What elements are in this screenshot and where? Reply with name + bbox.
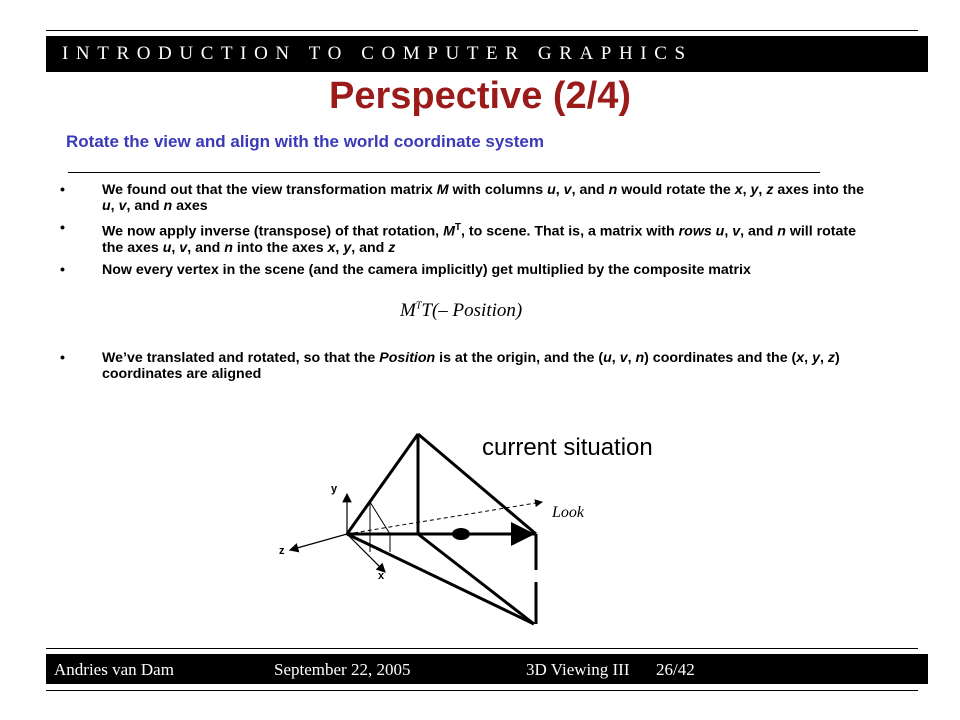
bullet-item bbox=[60, 262, 880, 278]
text-run: z bbox=[388, 239, 396, 256]
superscript: T bbox=[454, 222, 462, 233]
bullet-item bbox=[60, 220, 880, 256]
text-run: , bbox=[171, 239, 180, 256]
text-run: , bbox=[335, 239, 344, 256]
text-run: , and bbox=[187, 239, 225, 256]
text-run: rows u bbox=[678, 223, 725, 240]
text-run: ) coordinates and the ( bbox=[644, 350, 797, 366]
text-run: y bbox=[812, 350, 820, 366]
text-run: x bbox=[327, 239, 336, 256]
near-plane-edge bbox=[370, 502, 390, 534]
bullet-list-2 bbox=[60, 350, 880, 382]
text-run: , bbox=[724, 223, 733, 240]
bullet-symbol: • bbox=[60, 220, 65, 236]
text-run: with columns bbox=[448, 182, 548, 198]
banner-text: INTRODUCTION TO COMPUTER GRAPHICS bbox=[62, 43, 693, 64]
text-run: n bbox=[163, 198, 173, 214]
bullet-symbol: • bbox=[60, 261, 65, 278]
formula-base: M bbox=[400, 300, 416, 321]
bullet-symbol: • bbox=[60, 182, 65, 198]
text-run: n bbox=[635, 350, 645, 366]
text-run: Now every vertex in the scene (and the camera implicitly) get multiplied by the composite matrix bbox=[102, 261, 751, 278]
header-banner bbox=[46, 36, 928, 72]
frustum-edge bbox=[418, 534, 534, 624]
text-run: , and bbox=[740, 223, 778, 240]
text-run: We found out that the view transformation matrix bbox=[102, 182, 437, 198]
slide-subtitle: Rotate the view and align with the world coordinate system bbox=[66, 132, 544, 151]
text-run: is at the origin, and the ( bbox=[435, 350, 604, 366]
text-run: u bbox=[162, 239, 172, 256]
text-run: axes into the bbox=[773, 182, 865, 198]
text-run: u bbox=[603, 350, 612, 366]
text-run: v bbox=[179, 239, 188, 256]
text-run: will rotate the axes bbox=[102, 223, 857, 256]
subtitle-rule bbox=[68, 172, 820, 173]
text-run: , and bbox=[571, 182, 609, 198]
text-run: , bbox=[627, 350, 636, 366]
text-run: , bbox=[742, 182, 751, 198]
center-point bbox=[452, 528, 470, 540]
bullet-list bbox=[60, 182, 880, 278]
formula-rest: T(– Position) bbox=[421, 300, 523, 321]
text-run: n bbox=[608, 182, 618, 198]
diagram-caption: current situation bbox=[482, 434, 653, 461]
footer-bar bbox=[46, 654, 928, 684]
bullet-item bbox=[60, 182, 880, 214]
footer-page: 26/42 bbox=[656, 660, 695, 679]
formula-sup: T bbox=[415, 300, 422, 312]
frustum-edge bbox=[347, 534, 534, 624]
text-run: y bbox=[750, 182, 759, 198]
text-run: Position bbox=[379, 350, 436, 366]
text-run: axes bbox=[172, 198, 208, 214]
bottom-rule bbox=[46, 648, 918, 649]
text-run: , bbox=[758, 182, 767, 198]
x-axis-line bbox=[347, 534, 385, 572]
axis-label-z: z bbox=[279, 545, 285, 557]
text-run: , bbox=[611, 350, 620, 366]
axis-label-x: x bbox=[378, 570, 385, 582]
text-run: x bbox=[796, 350, 805, 366]
text-run: z bbox=[827, 350, 835, 366]
footer-author: Andries van Dam bbox=[54, 660, 174, 679]
axis-label-y: y bbox=[331, 483, 338, 495]
text-run: , bbox=[555, 182, 564, 198]
look-vector bbox=[347, 502, 542, 534]
text-run: v bbox=[619, 350, 628, 366]
text-run: , and bbox=[126, 198, 164, 214]
z-axis-line bbox=[290, 534, 347, 550]
text-run: M bbox=[436, 182, 449, 198]
footer-date: September 22, 2005 bbox=[274, 660, 411, 679]
composite-matrix-formula bbox=[400, 300, 522, 322]
text-run: , bbox=[804, 350, 813, 366]
text-run: u bbox=[547, 182, 556, 198]
text-run: ) coordinates are aligned bbox=[102, 350, 840, 382]
text-run: would rotate the bbox=[617, 182, 735, 198]
text-run: , and bbox=[351, 239, 389, 256]
text-run: z bbox=[766, 182, 774, 198]
text-run: into the axes bbox=[232, 239, 328, 256]
text-run: M bbox=[443, 223, 455, 240]
text-run: , bbox=[819, 350, 828, 366]
text-run: We now apply inverse (transpose) of that rotation, bbox=[102, 223, 444, 240]
slide-title: Perspective (2/4) bbox=[328, 75, 632, 117]
top-rule bbox=[46, 30, 918, 31]
text-run: x bbox=[734, 182, 743, 198]
bullet-symbol: • bbox=[60, 350, 65, 366]
text-run: v bbox=[732, 223, 741, 240]
text-run: , bbox=[110, 198, 119, 214]
text-run: , to scene. That is, a matrix with bbox=[461, 223, 679, 240]
text-run: v bbox=[118, 198, 127, 214]
frustum-edge bbox=[347, 434, 418, 534]
text-run: v bbox=[563, 182, 572, 198]
footer-rule bbox=[46, 690, 918, 691]
footer-course: 3D Viewing III bbox=[526, 660, 630, 679]
text-run: n bbox=[224, 239, 233, 256]
text-run: y bbox=[343, 239, 352, 256]
bullet-item bbox=[60, 350, 880, 382]
text-run: u bbox=[102, 198, 111, 214]
text-run: n bbox=[777, 223, 786, 240]
text-run: We’ve translated and rotated, so that the bbox=[102, 350, 380, 366]
look-label: Look bbox=[552, 504, 584, 521]
